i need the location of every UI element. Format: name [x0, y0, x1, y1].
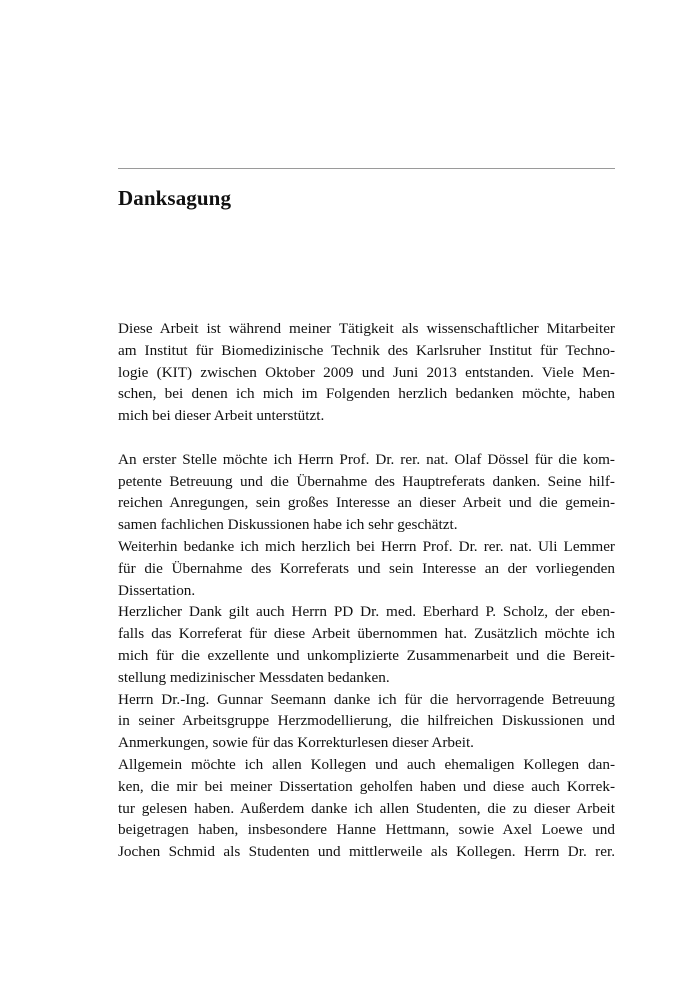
- text-line: in seiner Arbeitsgruppe Herzmodellierung, die hilfreichen Diskussionen und: [118, 712, 615, 730]
- acknowledgements-body: [118, 318, 615, 863]
- text-line: für die Übernahme des Korreferats und sein Interesse an der vorliegenden: [118, 559, 615, 577]
- text-line: schen, bei denen ich mich im Folgenden herzlich bedanken möchte, haben: [118, 385, 615, 403]
- paragraph-intro: [118, 318, 615, 427]
- text-line: Jochen Schmid als Studenten und mittlerweile als Kollegen. Herrn Dr. rer.: [118, 843, 615, 861]
- paragraph-doessel: [118, 449, 615, 536]
- text-line: am Institut für Biomedizinische Technik des Karlsruher Institut für Techno-: [118, 341, 615, 359]
- paragraph-colleagues: [118, 754, 615, 863]
- text-line: Dissertation.: [118, 581, 196, 599]
- heading-rule: [118, 168, 615, 169]
- paragraph-seemann: [118, 689, 615, 754]
- text-line: Herzlicher Dank gilt auch Herrn PD Dr. med. Eberhard P. Scholz, der eben-: [118, 603, 615, 621]
- text-line: mich für die exzellente und unkomplizierte Zusammenarbeit und die Bereit-: [118, 646, 615, 664]
- text-line: reichen Anregungen, sein großes Interesse an dieser Arbeit und die gemein-: [118, 494, 615, 512]
- text-line: Anmerkungen, sowie für das Korrekturlesen dieser Arbeit.: [118, 734, 474, 752]
- text-line: Allgemein möchte ich allen Kollegen und auch ehemaligen Kollegen dan-: [118, 755, 615, 773]
- text-line: mich bei dieser Arbeit unterstützt.: [118, 407, 325, 425]
- text-line: stellung medizinischer Messdaten bedanken.: [118, 668, 390, 686]
- paragraph-gap: [118, 427, 615, 449]
- text-line: falls das Korreferat für diese Arbeit übernommen hat. Zusätzlich möchte ich: [118, 625, 615, 643]
- text-line: Weiterhin bedanke ich mich herzlich bei Herrn Prof. Dr. rer. nat. Uli Lemmer: [118, 537, 615, 555]
- text-line: ken, die mir bei meiner Dissertation geholfen haben und diese auch Korrek-: [118, 777, 615, 795]
- text-line: logie (KIT) zwischen Oktober 2009 und Juni 2013 entstanden. Viele Men-: [118, 363, 615, 381]
- page-title: Danksagung: [118, 186, 232, 210]
- paragraph-scholz: [118, 601, 615, 688]
- paragraph-lemmer: [118, 536, 615, 601]
- text-line: petente Betreuung und die Übernahme des Hauptreferats danken. Seine hilf-: [118, 472, 615, 490]
- text-line: Herrn Dr.-Ing. Gunnar Seemann danke ich für die hervorragende Betreuung: [118, 690, 615, 708]
- text-line: beigetragen haben, insbesondere Hanne Hettmann, sowie Axel Loewe und: [118, 821, 615, 839]
- text-line: Diese Arbeit ist während meiner Tätigkeit als wissenschaftlicher Mitarbeiter: [118, 320, 615, 337]
- text-line: An erster Stelle möchte ich Herrn Prof. Dr. rer. nat. Olaf Dössel für die kom-: [118, 450, 615, 468]
- text-line: samen fachlichen Diskussionen habe ich sehr geschätzt.: [118, 516, 458, 534]
- text-line: tur gelesen haben. Außerdem danke ich allen Studenten, die zu dieser Arbeit: [118, 799, 615, 817]
